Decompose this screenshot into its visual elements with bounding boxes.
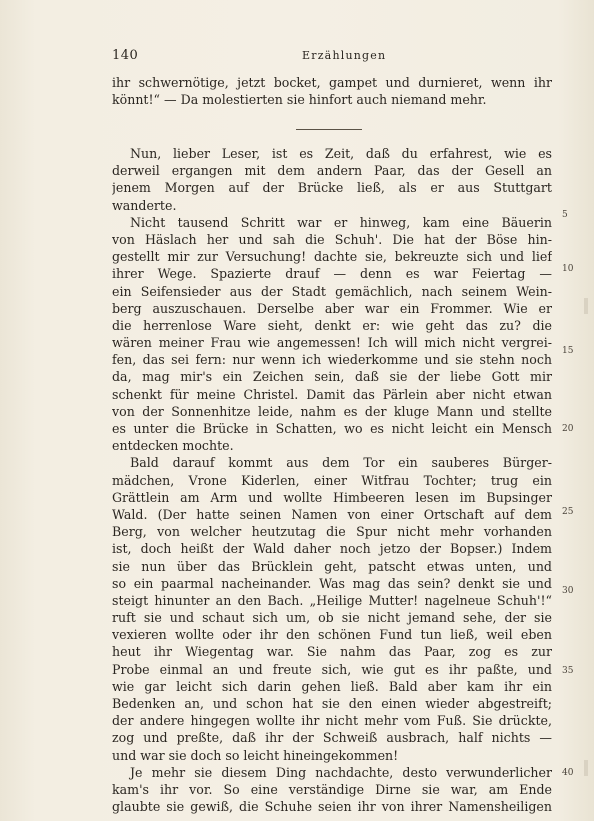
text-line: berg auszuschauen. Derselbe aber war ein Frommer. Wie er bbox=[112, 300, 552, 316]
text-line: wanderte. bbox=[112, 197, 177, 213]
section-divider bbox=[296, 129, 362, 130]
text-line: könnt!“ — Da molestierten sie hinfort auch niemand mehr. bbox=[112, 92, 487, 108]
line-number: 35 bbox=[562, 666, 574, 676]
text-line: heut ihr Wiegentag war. Sie nahm das Paar, zog es zur bbox=[112, 644, 552, 660]
line-number: 30 bbox=[562, 586, 574, 596]
text-line: Nicht tausend Schritt war er hinweg, kam eine Bäuerin bbox=[130, 214, 552, 230]
page-edge-mark bbox=[584, 760, 588, 776]
text-line: Probe einmal an und freute sich, wie gut es ihr paßte, und bbox=[112, 661, 552, 677]
page-number: 140 bbox=[112, 48, 139, 63]
main-text bbox=[112, 145, 552, 815]
line-number: 15 bbox=[562, 346, 574, 356]
text-line: derweil ergangen mit dem andern Paar, das der Gesell an bbox=[112, 163, 552, 179]
text-line: Bedenken an, und schon hat sie den einen wieder abgestreift; bbox=[112, 696, 552, 711]
text-line: ist, doch heißt der Wald daher noch jetzo der Bopser.) Indem bbox=[112, 541, 552, 557]
text-line: Berg, von welcher heutzutag die Spur nicht mehr vorhanden bbox=[112, 524, 552, 540]
text-line: Bald darauf kommt aus dem Tor ein sauberes Bürger- bbox=[130, 455, 552, 471]
closing-paragraph bbox=[112, 74, 552, 108]
text-line: wären meiner Frau wie angemessen! Ich will mich nicht vergrei- bbox=[112, 335, 552, 351]
text-line: ihr schwernötige, jetzt bocket, gampet und durnieret, wenn ihr bbox=[112, 75, 552, 90]
page-header bbox=[112, 48, 552, 64]
text-line: zog und preßte, daß ihr der Schweiß ausbrach, half nichts — bbox=[112, 730, 552, 746]
text-line: ein Seifensieder aus der Stadt gemächlich, nach seinem Wein- bbox=[112, 283, 552, 299]
text-line: es unter die Brücke in Schatten, wo es nicht leicht ein Mensch bbox=[112, 421, 552, 436]
text-line: Grättlein am Arm und wollte Himbeeren lesen im Bupsinger bbox=[112, 489, 552, 505]
text-line: da, mag mir's ein Zeichen sein, daß sie der liebe Gott mir bbox=[112, 369, 552, 385]
text-line: mädchen, Vrone Kiderlen, einer Witfrau Tochter; trug ein bbox=[112, 472, 552, 488]
text-line: ihrer Wege. Spazierte drauf — denn es war Feiertag — bbox=[112, 266, 552, 282]
text-line: und war sie doch so leicht hineingekommen! bbox=[112, 747, 399, 763]
running-title: Erzählungen bbox=[302, 49, 387, 62]
line-number: 40 bbox=[562, 768, 574, 778]
page-edge-mark bbox=[584, 298, 588, 314]
text-line: ruft sie und schaut sich um, ob sie nicht jemand sehe, der sie bbox=[112, 610, 552, 626]
text-line: glaubte sie gewiß, die Schuhe seien ihr von ihrer Namensheiligen bbox=[112, 799, 552, 815]
text-line: sie nun über das Brücklein geht, patscht etwas unten, und bbox=[112, 558, 552, 574]
text-line: kam's ihr vor. So eine verständige Dirne sie war, am Ende bbox=[112, 781, 552, 797]
text-line: Nun, lieber Leser, ist es Zeit, daß du erfahrest, wie es bbox=[130, 146, 552, 161]
text-line: von Häslach her und sah die Schuh'. Die hat der Böse hin- bbox=[112, 231, 552, 247]
text-line: so ein paarmal nacheinander. Was mag das sein? denkt sie und bbox=[112, 575, 552, 591]
text-line: jenem Morgen auf der Brücke ließ, als er aus Stuttgart bbox=[112, 180, 552, 196]
text-line: Je mehr sie diesem Ding nachdachte, desto verwunderlicher bbox=[130, 764, 552, 780]
line-number: 10 bbox=[562, 264, 574, 274]
text-line: fen, das sei fern: nur wenn ich wiederkomme und sie stehn noch bbox=[112, 352, 552, 368]
text-line: Wald. (Der hatte seinen Namen von einer Ortschaft auf dem bbox=[112, 506, 552, 522]
text-line: von der Sonnenhitze leide, nahm es der kluge Mann und stellte bbox=[112, 403, 552, 419]
text-line: vexieren wollte oder ihr den schönen Fund tun ließ, weil eben bbox=[112, 627, 552, 643]
line-number: 20 bbox=[562, 424, 574, 434]
text-line: entdecken mochte. bbox=[112, 438, 234, 454]
line-number: 5 bbox=[562, 210, 568, 220]
text-line: gestellt mir zur Versuchung! dachte sie, bekreuzte sich und lief bbox=[112, 249, 552, 265]
text-line: wie gar leicht sich darin gehen ließ. Bald aber kam ihr ein bbox=[112, 678, 552, 694]
text-line: steigt hinunter an den Bach. „Heilige Mutter! nagelneue Schuh'!“ bbox=[112, 592, 552, 608]
text-line: schenkt für meine Christel. Damit das Pärlein aber nicht etwan bbox=[112, 386, 552, 402]
text-line: die herrenlose Ware sieht, denkt er: wie geht das zu? die bbox=[112, 317, 552, 333]
text-line: der andere hingegen wollte ihr nicht mehr vom Fuß. Sie drückte, bbox=[112, 713, 552, 729]
line-number: 25 bbox=[562, 507, 574, 517]
